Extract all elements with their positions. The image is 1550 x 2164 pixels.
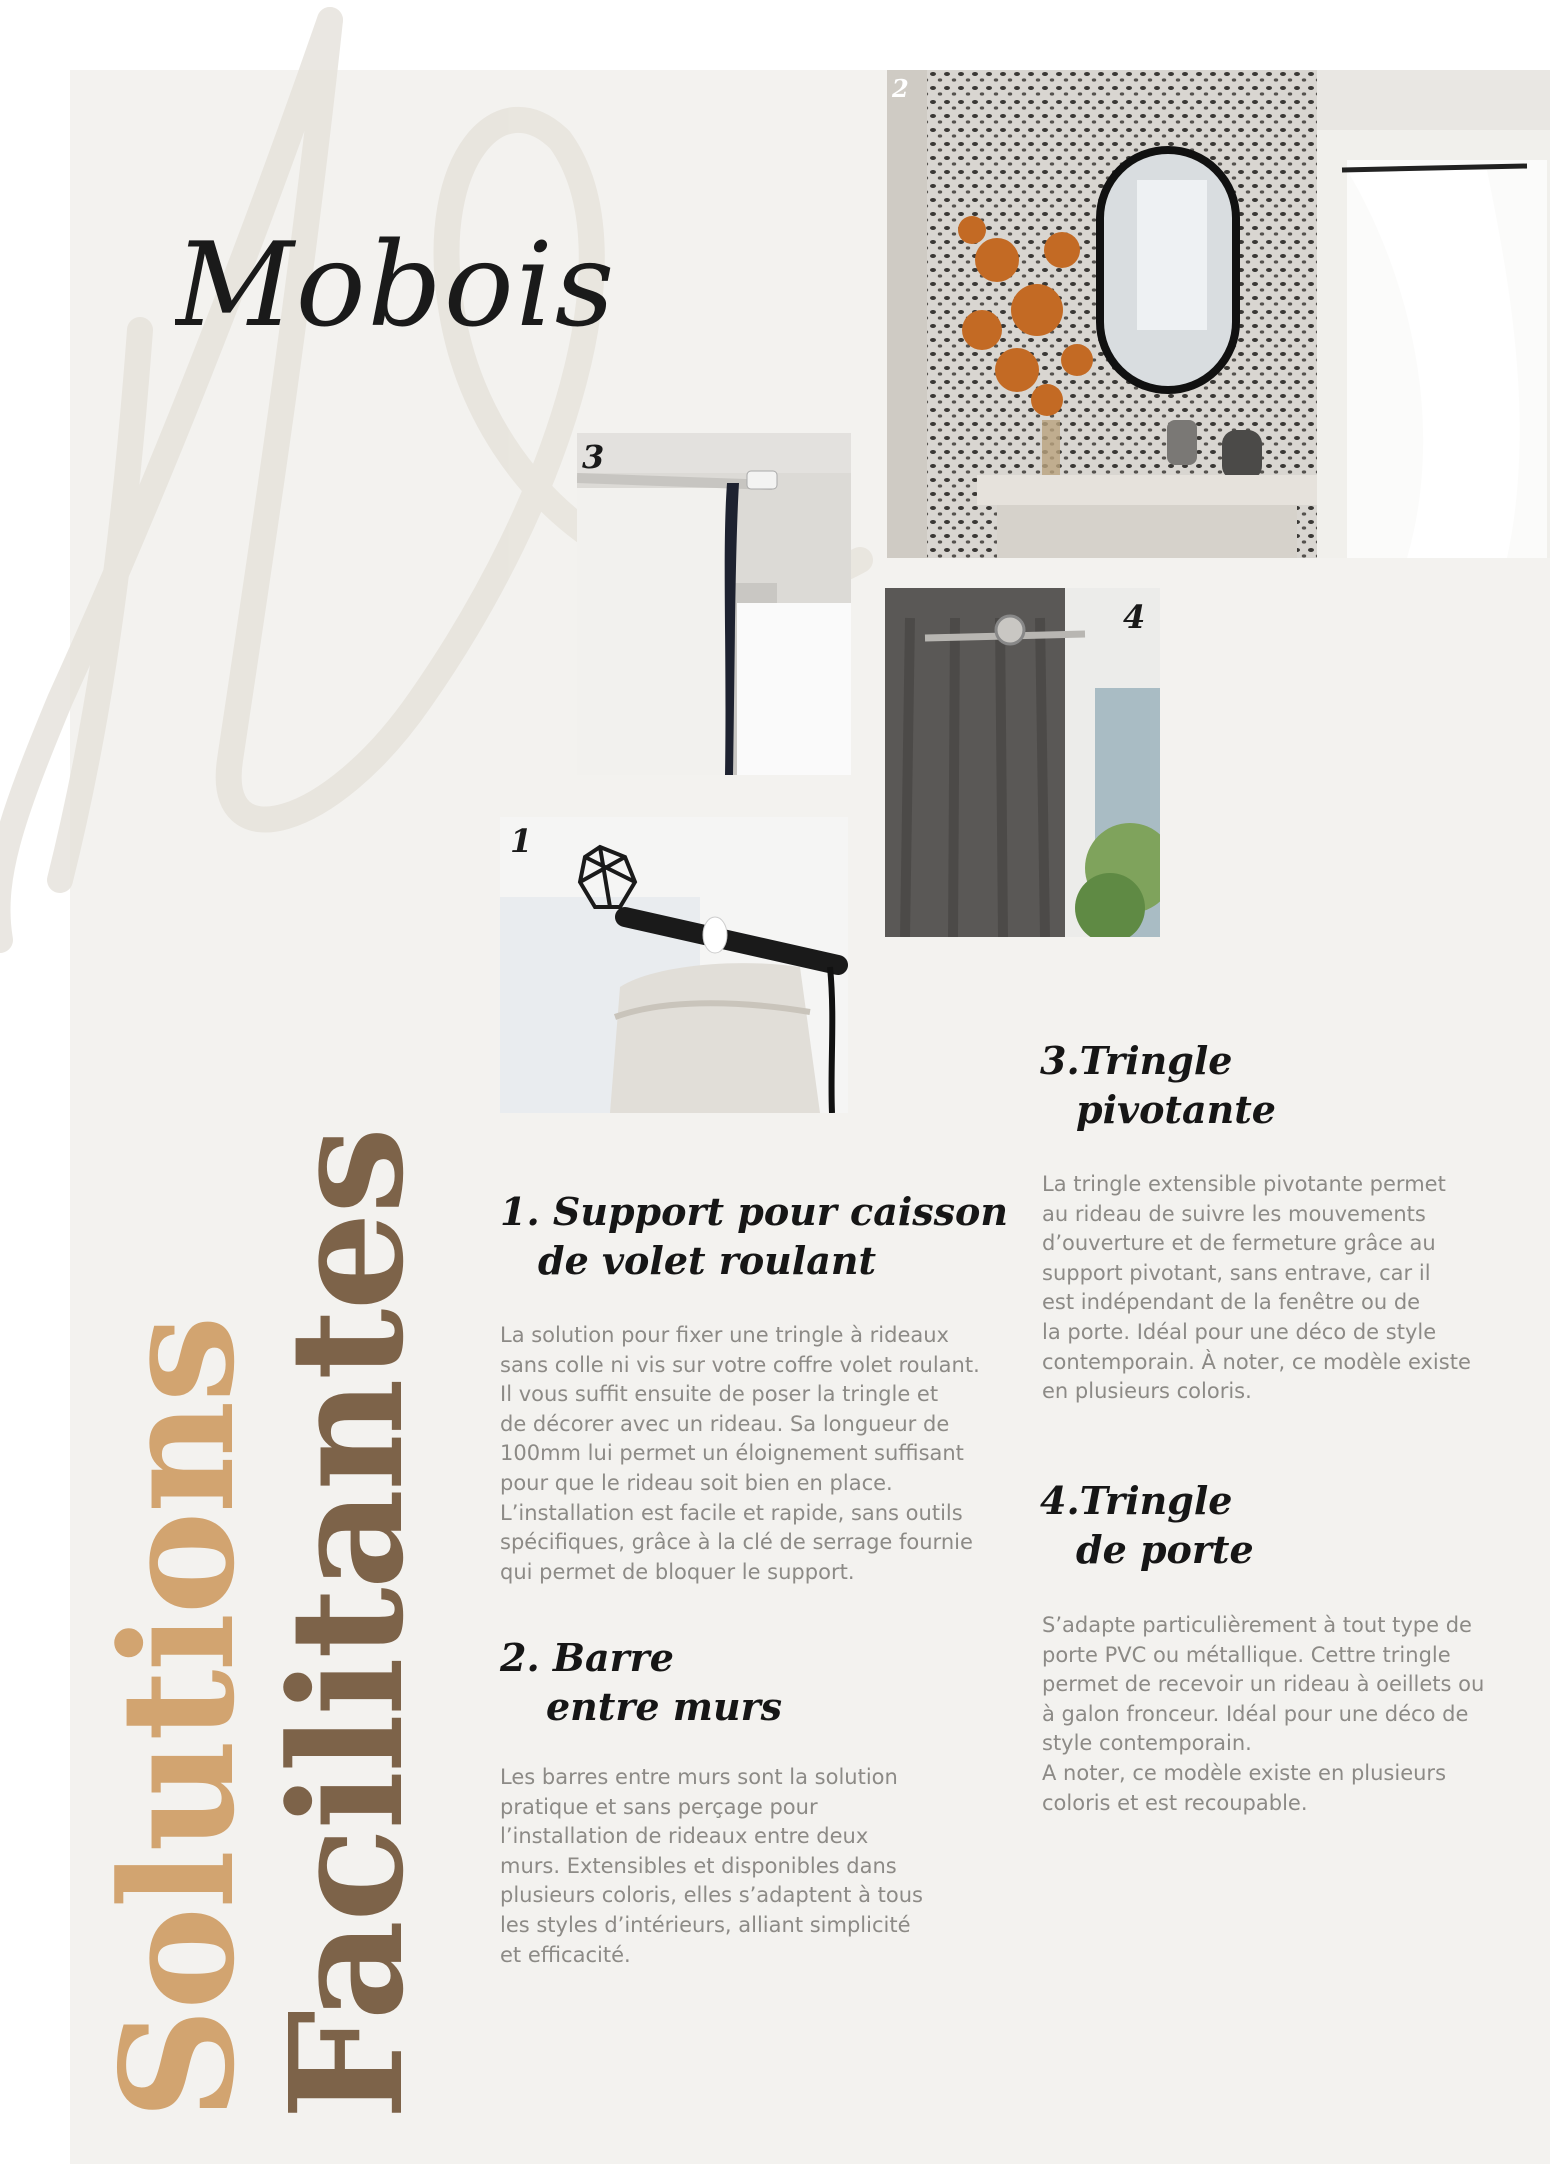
section-1-number: 1.: [500, 1189, 540, 1234]
photo-pivot-rod: [577, 433, 851, 775]
photo-number-2: 2: [892, 74, 909, 103]
section-1-heading: [500, 1188, 1008, 1285]
section-1-title-line2: de volet roulant: [538, 1237, 877, 1283]
section-2-number: 2.: [500, 1635, 540, 1680]
door-curtain-photo: [885, 588, 1160, 937]
section-4-number: 4.: [1040, 1478, 1080, 1523]
section-4-title-line1: Tringle: [1079, 1478, 1233, 1523]
section-2-body: Les barres entre murs sont la solution pratique et sans perçage pour l’installation de rideaux entre deux murs. Extensibles et disponibles dans plusieurs coloris, elles s’adaptent à tous les styles d’intérieurs, alliant simplicité et efficacité.: [500, 1765, 923, 1967]
photo-number-4: 4: [1123, 598, 1146, 636]
title-facilitantes: Facilitantes: [255, 1128, 438, 2120]
vertical-page-title: [86, 1128, 438, 2120]
photo-door-curtain: [885, 588, 1160, 937]
photo-number-3: 3: [582, 438, 605, 476]
section-2-title-line1: Barre: [552, 1635, 674, 1680]
title-solutions: Solutions: [86, 1317, 269, 2120]
section-2-title-line2: entre murs: [546, 1683, 783, 1729]
section-4-body: S’adapte particulièrement à tout type de porte PVC ou métallique. Cettre tringle permet de recevoir un rideau à oeillets ou à galon fronceur. Idéal pour une déco de style contemporain. A noter, ce modèle existe en plusieurs coloris et est recoupable.: [1042, 1613, 1485, 1815]
section-3-heading: [1040, 1037, 1276, 1134]
section-3-body: La tringle extensible pivotante permet au rideau de suivre les mouvements d’ouverture et de fermeture grâce au support pivotant, sans entrave, car il est indépendant de la fenêtre ou de la porte. Idéal pour une déco de style contemporain. À noter, ce modèle existe en plusieurs coloris.: [1042, 1172, 1471, 1404]
pivot-rod-photo: [577, 433, 851, 775]
photo-number-1: 1: [510, 822, 533, 860]
section-2-heading: [500, 1634, 782, 1731]
section-3-title-line2: pivotante: [1076, 1086, 1276, 1132]
section-4-heading: [1040, 1477, 1254, 1574]
section-1-title-line1: Support pour caisson: [552, 1189, 1009, 1234]
section-1-body: La solution pour fixer une tringle à rideaux sans colle ni vis sur votre coffre volet roulant. Il vous suffit ensuite de poser la tringle et de décorer avec un rideau. Sa longueur de 100mm lui permet un éloignement suffisant pour que le rideau soit bien en place. L’installation est facile et rapide, sans outils spécifiques, grâce à la clé de serrage fournie qui permet de bloquer le support.: [500, 1323, 980, 1584]
photo-entryway: [887, 70, 1550, 558]
section-4-title-line2: de porte: [1076, 1526, 1254, 1572]
curtain-rod-hexagon-photo: [500, 817, 848, 1113]
entryway-mirror-photo: [887, 70, 1550, 558]
section-3-number: 3.: [1040, 1038, 1080, 1083]
photo-hexagon-rod: [500, 817, 848, 1113]
brand-logo: [175, 185, 635, 375]
section-3-title-line1: Tringle: [1079, 1038, 1233, 1083]
svg-text:Mobois: Mobois: [175, 218, 617, 353]
